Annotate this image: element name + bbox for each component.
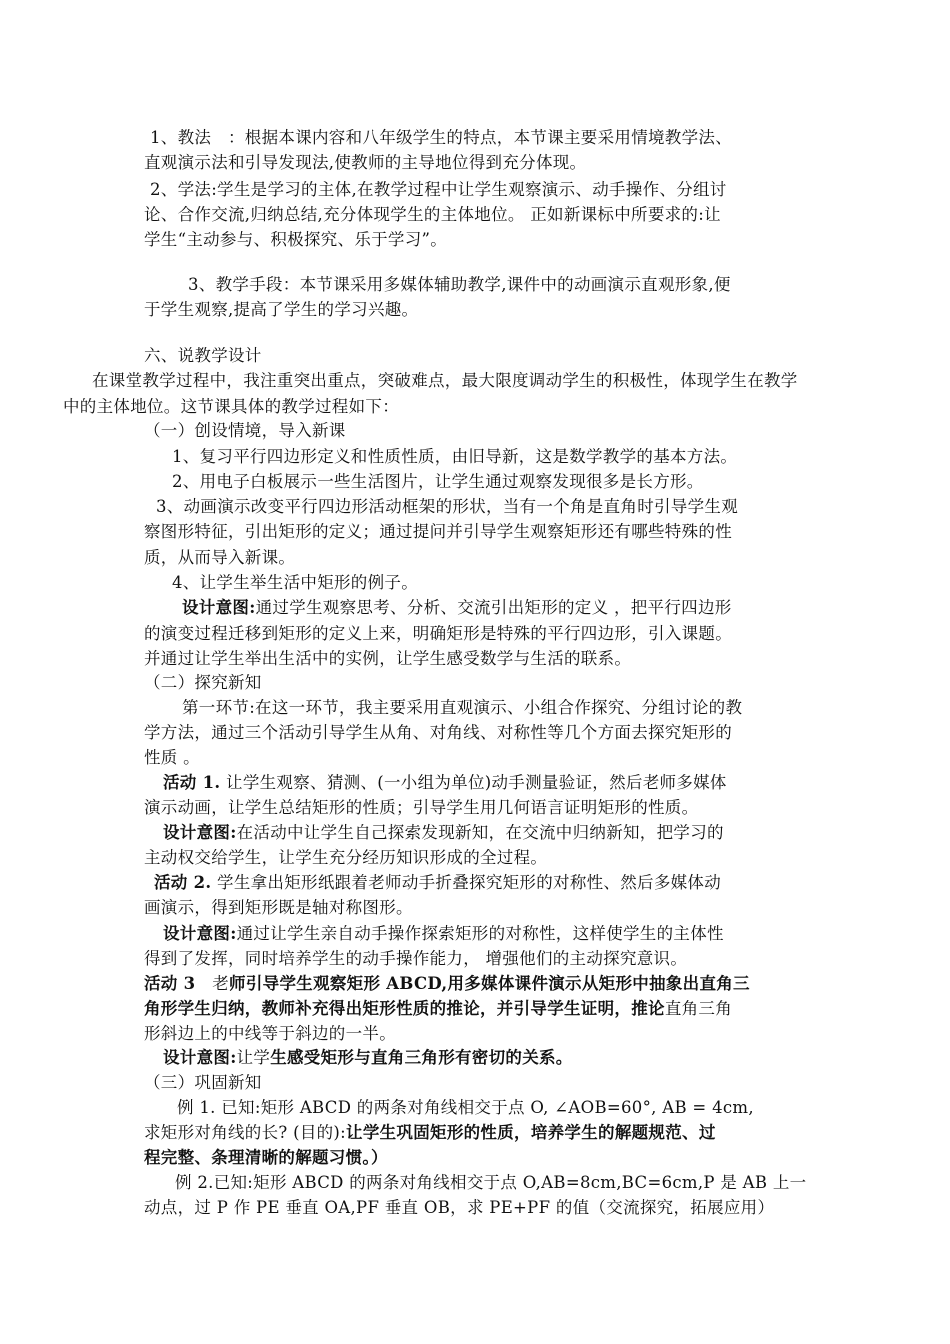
bold-text-run: 设计意图: xyxy=(163,823,237,842)
text-run: 求矩形对角线的长? (目的): xyxy=(144,1123,347,1142)
text-run: （三）巩固新知 xyxy=(144,1073,262,1092)
text-run: 1、教法 ：根据本课内容和八年级学生的特点，本节课主要采用情境教学法、 xyxy=(150,128,732,147)
text-line xyxy=(144,227,447,253)
text-line xyxy=(144,795,698,821)
text-line xyxy=(144,745,200,771)
text-run: 让学 xyxy=(236,1048,271,1067)
text-run: （二）探究新知 xyxy=(144,673,262,692)
text-line xyxy=(163,820,724,846)
text-line xyxy=(175,1170,806,1196)
text-run: 形斜边上的中线等于斜边的一半。 xyxy=(144,1024,396,1043)
text-line xyxy=(163,1045,573,1071)
text-run: 通过学生观察思考、分析、交流引出矩形的定义 ，把平行四边形 xyxy=(255,598,732,617)
text-line xyxy=(144,971,750,997)
text-run: 3、教学手段：本节课采用多媒体辅助教学,课件中的动画演示直观形象,便 xyxy=(188,275,731,294)
text-run: 4、让学生举生活中矩形的例子。 xyxy=(172,573,418,592)
bold-text-run: 设计意图: xyxy=(163,1048,237,1067)
text-line xyxy=(144,1120,716,1146)
text-run: 中的主体地位。这节课具体的教学过程如下： xyxy=(63,397,399,416)
text-run: 性质 。 xyxy=(144,748,200,767)
text-run: 例 2.已知:矩形 ABCD 的两条对角线相交于点 O,AB=8cm,BC=6cm,P 是 AB 上一 xyxy=(175,1173,807,1192)
text-run: 论、合作交流,归纳总结,充分体现学生的主体地位。 正如新课标中所要求的:让 xyxy=(144,205,721,224)
text-run: 于学生观察,提高了学生的学习兴趣。 xyxy=(144,300,419,319)
text-run: 例 1. 已知:矩形 ABCD 的两条对角线相交于点 O, ∠AOB=60°, AB = 4cm, xyxy=(177,1098,754,1117)
text-line xyxy=(144,297,418,323)
text-run: 动点，过 P 作 PE 垂直 OA,PF 垂直 OB，求 PE+PF 的值（交流探究，拓展应用） xyxy=(144,1198,775,1217)
text-line xyxy=(172,570,418,596)
text-run: 并通过让学生举出生活中的实例，让学生感受数学与生活的联系。 xyxy=(144,649,632,668)
text-line xyxy=(144,946,687,972)
text-line xyxy=(163,770,727,796)
text-line xyxy=(144,895,413,921)
bold-text-run: 活动 3 xyxy=(144,974,196,993)
text-run: 1、复习平行四边形定义和性质性质，由旧导新，这是数学教学的基本方法。 xyxy=(172,447,738,466)
bold-text-run: 设计意图: xyxy=(163,924,237,943)
text-run: 学生“主动参与、积极探究、乐于学习”。 xyxy=(144,230,448,249)
text-line xyxy=(150,177,727,203)
text-line xyxy=(150,125,732,151)
text-line xyxy=(144,1021,396,1047)
text-line xyxy=(182,695,742,721)
text-run: 质，从而导入新课。 xyxy=(144,548,296,567)
bold-text-run: 生感受矩形与直角三角形有密切的关系。 xyxy=(270,1048,573,1067)
text-run: 2、学法:学生是学习的主体,在教学过程中让学生观察演示、动手操作、分组讨 xyxy=(150,180,727,199)
text-line xyxy=(144,720,732,746)
text-line xyxy=(156,494,738,520)
bold-text-run: 活动 1. xyxy=(163,773,221,792)
text-run: 直观演示法和引导发现法,使教师的主导地位得到充分体现。 xyxy=(144,153,587,172)
text-run: 2、用电子白板展示一些生活图片，让学生通过观察发现很多是长方形。 xyxy=(172,472,704,491)
text-run: 得到了发挥，同时培养学生的动手操作能力， 增强他们的主动探究意识。 xyxy=(144,949,688,968)
text-run: 学方法，通过三个活动引导学生从角、对角线、对称性等几个方面去探究矩形的 xyxy=(144,723,732,742)
text-line xyxy=(177,1095,754,1121)
bold-text-run: 角形学生归纳，教师补充得出矩形性质的推论，并引导学生证明，推论 xyxy=(144,999,665,1018)
text-line xyxy=(154,870,721,896)
text-run: 演示动画，让学生总结矩形的性质；引导学生用几何语言证明矩形的性质。 xyxy=(144,798,699,817)
text-run: 让学生观察、猜测、(一小组为单位)动手测量验证，然后老师多媒体 xyxy=(220,773,727,792)
bold-text-run: 师引导学生观察矩形 ABCD,用多媒体课件演示从矩形中抽象出直角三 xyxy=(229,974,750,993)
text-run: 六、说教学设计 xyxy=(144,346,262,365)
text-line xyxy=(144,845,547,871)
text-run: 第一环节:在这一环节，我主要采用直观演示、小组合作探究、分组讨论的教 xyxy=(182,698,743,717)
text-run: （一）创设情境，导入新课 xyxy=(144,421,346,440)
text-line xyxy=(172,444,737,470)
text-line xyxy=(144,202,721,228)
text-line xyxy=(188,272,731,298)
text-line xyxy=(144,519,732,545)
text-line xyxy=(144,646,631,672)
text-line xyxy=(63,394,399,420)
text-line xyxy=(144,545,295,571)
text-line xyxy=(144,1195,774,1221)
text-line xyxy=(182,595,732,621)
text-line xyxy=(163,921,724,947)
text-run: 察图形特征，引出矩形的定义；通过提问并引导学生观察矩形还有哪些特殊的性 xyxy=(144,522,732,541)
text-run: 在活动中让学生自己探索发现新知，在交流中归纳新知，把学习的 xyxy=(236,823,724,842)
text-line xyxy=(92,368,798,394)
text-run: 学生拿出矩形纸跟着老师动手折叠探究矩形的对称性、然后多媒体动 xyxy=(211,873,722,892)
text-line xyxy=(144,621,732,647)
text-line xyxy=(144,996,732,1022)
text-line xyxy=(144,150,586,176)
text-line xyxy=(144,1070,262,1096)
text-run: 主动权交给学生，让学生充分经历知识形成的全过程。 xyxy=(144,848,548,867)
text-run: 老 xyxy=(195,974,230,993)
bold-text-run: 设计意图: xyxy=(182,598,256,617)
text-line xyxy=(144,1145,388,1171)
text-run: 的演变过程迁移到矩形的定义上来，明确矩形是特殊的平行四边形，引入课题。 xyxy=(144,624,732,643)
text-run: 3、动画演示改变平行四边形活动框架的形状，当有一个角是直角时引导学生观 xyxy=(156,497,738,516)
text-line xyxy=(144,418,346,444)
bold-text-run: 让学生巩固矩形的性质，培养学生的解题规范、过 xyxy=(346,1123,716,1142)
bold-text-run: 程完整、条理清晰的解题习惯。） xyxy=(144,1148,388,1167)
text-run: 直角三角 xyxy=(664,999,733,1018)
text-run: 通过让学生亲自动手操作探索矩形的对称性，这样使学生的主体性 xyxy=(236,924,724,943)
text-run: 在课堂教学过程中，我注重突出重点，突破难点，最大限度调动学生的积极性，体现学生在教学 xyxy=(92,371,798,390)
text-line xyxy=(144,343,262,369)
text-line xyxy=(172,469,704,495)
bold-text-run: 活动 2. xyxy=(154,873,212,892)
text-run: 画演示，得到矩形既是轴对称图形。 xyxy=(144,898,413,917)
text-line xyxy=(144,670,262,696)
